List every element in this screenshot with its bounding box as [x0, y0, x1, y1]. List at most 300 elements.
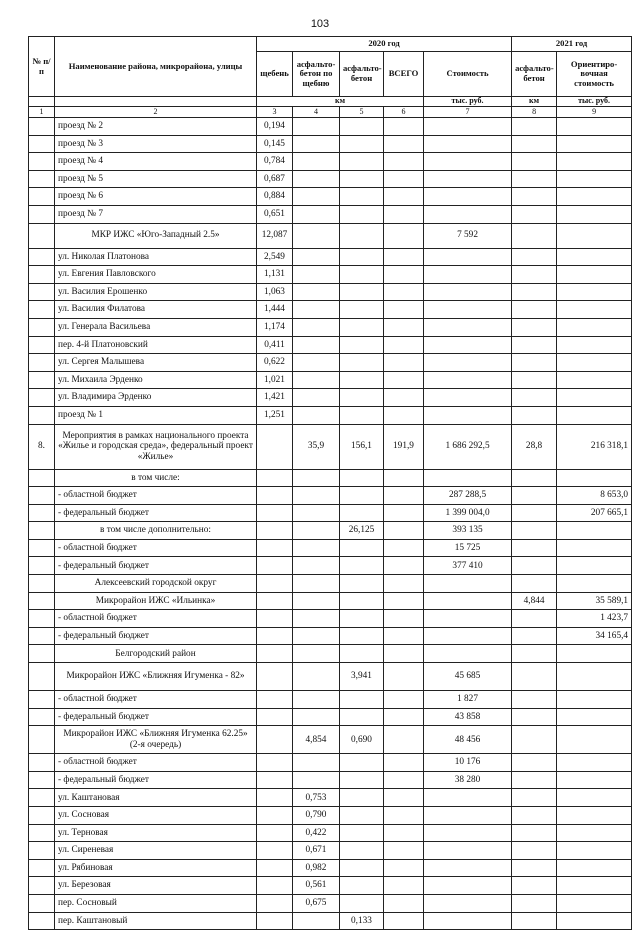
cell-col-8 — [512, 807, 557, 825]
row-number — [29, 807, 55, 825]
cell-col-8 — [512, 539, 557, 557]
cell-col-4 — [293, 318, 340, 336]
cell-col-5: 156,1 — [340, 424, 384, 469]
table-row — [29, 824, 632, 842]
cell-col-7 — [424, 135, 512, 153]
cell-col-9 — [557, 406, 632, 424]
row-name: ул. Сосновая — [55, 807, 257, 825]
page-number: 103 — [310, 18, 330, 30]
cell-col-4: 35,9 — [293, 424, 340, 469]
cell-col-4 — [293, 610, 340, 628]
cell-col-3: 1,421 — [257, 389, 293, 407]
cell-col-7 — [424, 877, 512, 895]
cell-col-4 — [293, 539, 340, 557]
table-row — [29, 754, 632, 772]
cell-col-4: 0,675 — [293, 894, 340, 912]
cell-col-8 — [512, 575, 557, 593]
cell-col-4 — [293, 371, 340, 389]
cell-col-5: 3,941 — [340, 663, 384, 691]
row-name: в том числе: — [55, 469, 257, 487]
table-row — [29, 691, 632, 709]
row-name: - областной бюджет — [55, 754, 257, 772]
cell-col-9 — [557, 645, 632, 663]
row-name: проезд № 1 — [55, 406, 257, 424]
cell-col-9 — [557, 205, 632, 223]
cell-col-3 — [257, 726, 293, 754]
cell-col-7 — [424, 824, 512, 842]
cell-col-5 — [340, 708, 384, 726]
cell-col-8 — [512, 842, 557, 860]
row-name: - областной бюджет — [55, 691, 257, 709]
cell-col-3 — [257, 807, 293, 825]
cell-col-5: 0,690 — [340, 726, 384, 754]
row-name: ул. Василия Филатова — [55, 301, 257, 319]
cell-col-4: 4,854 — [293, 726, 340, 754]
cell-col-7 — [424, 354, 512, 372]
cell-col-5 — [340, 504, 384, 522]
cell-col-5 — [340, 894, 384, 912]
cell-col-3 — [257, 522, 293, 540]
row-number — [29, 188, 55, 206]
cell-col-7 — [424, 205, 512, 223]
cell-col-7: 45 685 — [424, 663, 512, 691]
cell-col-5 — [340, 223, 384, 248]
cell-col-3: 0,687 — [257, 170, 293, 188]
cell-col-9 — [557, 708, 632, 726]
cell-col-3 — [257, 894, 293, 912]
cell-col-9 — [557, 663, 632, 691]
cell-col-5 — [340, 248, 384, 266]
table-row — [29, 575, 632, 593]
cell-col-5: 0,133 — [340, 912, 384, 930]
cell-col-9 — [557, 754, 632, 772]
cell-col-6 — [384, 708, 424, 726]
cell-col-6 — [384, 318, 424, 336]
row-name: ул. Терновая — [55, 824, 257, 842]
cell-col-8 — [512, 301, 557, 319]
row-number: 8. — [29, 424, 55, 469]
cell-col-5 — [340, 318, 384, 336]
cell-col-8 — [512, 223, 557, 248]
cell-col-6 — [384, 912, 424, 930]
row-number — [29, 726, 55, 754]
row-name: Микрорайон ИЖС «Ильинка» — [55, 592, 257, 610]
cell-col-8 — [512, 789, 557, 807]
table-row — [29, 487, 632, 505]
cell-col-9 — [557, 539, 632, 557]
header-unit-cost-2021: тыс. руб. — [557, 97, 632, 107]
cell-col-7 — [424, 153, 512, 171]
cell-col-9: 34 165,4 — [557, 627, 632, 645]
cell-col-4 — [293, 336, 340, 354]
cell-col-9 — [557, 135, 632, 153]
row-name: ул. Березовая — [55, 877, 257, 895]
cell-col-5 — [340, 170, 384, 188]
cell-col-3: 0,651 — [257, 205, 293, 223]
cell-col-5 — [340, 610, 384, 628]
cell-col-5 — [340, 487, 384, 505]
cell-col-4 — [293, 469, 340, 487]
table-row — [29, 135, 632, 153]
cell-col-4: 0,753 — [293, 789, 340, 807]
row-number — [29, 504, 55, 522]
table-row — [29, 406, 632, 424]
row-name: проезд № 2 — [55, 118, 257, 136]
row-name: - областной бюджет — [55, 539, 257, 557]
cell-col-9 — [557, 170, 632, 188]
cell-col-3 — [257, 557, 293, 575]
table-row — [29, 354, 632, 372]
table-row — [29, 663, 632, 691]
cell-col-7 — [424, 336, 512, 354]
table-row — [29, 336, 632, 354]
cell-col-8 — [512, 824, 557, 842]
cell-col-9 — [557, 859, 632, 877]
column-number: 7 — [424, 107, 512, 118]
row-name: ул. Рябиновая — [55, 859, 257, 877]
cell-col-3 — [257, 469, 293, 487]
cell-col-5 — [340, 771, 384, 789]
table-row — [29, 371, 632, 389]
cell-col-5 — [340, 645, 384, 663]
row-name: ул. Евгения Павловского — [55, 266, 257, 284]
cell-col-7 — [424, 912, 512, 930]
cell-col-5 — [340, 575, 384, 593]
cell-col-4 — [293, 248, 340, 266]
cell-col-4 — [293, 771, 340, 789]
cell-col-6 — [384, 170, 424, 188]
row-number — [29, 283, 55, 301]
cell-col-8 — [512, 170, 557, 188]
row-name: Мероприятия в рамках национального проекта «Жилье и городская среда», федеральный проект «Жилье» — [55, 424, 257, 469]
cell-col-6 — [384, 118, 424, 136]
row-number — [29, 248, 55, 266]
cell-col-6 — [384, 248, 424, 266]
row-name: пер. Каштановый — [55, 912, 257, 930]
cell-col-9 — [557, 575, 632, 593]
cell-col-6 — [384, 627, 424, 645]
row-name: проезд № 4 — [55, 153, 257, 171]
cell-col-8 — [512, 691, 557, 709]
cell-col-9 — [557, 807, 632, 825]
cell-col-5 — [340, 389, 384, 407]
cell-col-9: 1 423,7 — [557, 610, 632, 628]
column-number: 5 — [340, 107, 384, 118]
cell-col-7: 38 280 — [424, 771, 512, 789]
cell-col-3: 1,131 — [257, 266, 293, 284]
cell-col-8 — [512, 188, 557, 206]
cell-col-4 — [293, 406, 340, 424]
cell-col-4 — [293, 522, 340, 540]
cell-col-4 — [293, 283, 340, 301]
table-row — [29, 170, 632, 188]
cell-col-8 — [512, 371, 557, 389]
header-name: Наименование района, микрорайона, улицы — [55, 37, 257, 97]
header-group-2021: 2021 год — [512, 37, 632, 52]
cell-col-8 — [512, 318, 557, 336]
cell-col-8 — [512, 877, 557, 895]
row-name: Белгородский район — [55, 645, 257, 663]
cell-col-8 — [512, 487, 557, 505]
cell-col-4 — [293, 354, 340, 372]
row-number — [29, 153, 55, 171]
cell-col-4 — [293, 205, 340, 223]
cell-col-4 — [293, 170, 340, 188]
column-number: 3 — [257, 107, 293, 118]
cell-col-8 — [512, 912, 557, 930]
cell-col-6 — [384, 726, 424, 754]
table-row — [29, 726, 632, 754]
cell-col-9 — [557, 266, 632, 284]
cell-col-7 — [424, 645, 512, 663]
table-row — [29, 807, 632, 825]
cell-col-6 — [384, 807, 424, 825]
cell-col-9 — [557, 691, 632, 709]
cell-col-6 — [384, 283, 424, 301]
cell-col-8 — [512, 205, 557, 223]
cell-col-7 — [424, 389, 512, 407]
cell-col-5 — [340, 301, 384, 319]
table-row — [29, 592, 632, 610]
cell-col-3 — [257, 663, 293, 691]
table-row — [29, 877, 632, 895]
column-number: 9 — [557, 107, 632, 118]
row-name: пер. Сосновый — [55, 894, 257, 912]
row-number — [29, 824, 55, 842]
cell-col-8 — [512, 859, 557, 877]
cell-col-6 — [384, 894, 424, 912]
cell-col-5 — [340, 539, 384, 557]
cell-col-9 — [557, 894, 632, 912]
cell-col-8 — [512, 336, 557, 354]
row-number — [29, 371, 55, 389]
row-number — [29, 859, 55, 877]
cell-col-6 — [384, 469, 424, 487]
table-row — [29, 522, 632, 540]
cell-col-9 — [557, 842, 632, 860]
cell-col-9 — [557, 771, 632, 789]
cell-col-3 — [257, 645, 293, 663]
cell-col-6 — [384, 504, 424, 522]
header-unit-cost: тыс. руб. — [424, 97, 512, 107]
table-row — [29, 188, 632, 206]
cell-col-6 — [384, 539, 424, 557]
row-name: проезд № 3 — [55, 135, 257, 153]
cell-col-5 — [340, 824, 384, 842]
cell-col-7 — [424, 627, 512, 645]
cell-col-6 — [384, 522, 424, 540]
cell-col-5 — [340, 691, 384, 709]
cell-col-5 — [340, 336, 384, 354]
cell-col-8 — [512, 522, 557, 540]
cell-col-4 — [293, 645, 340, 663]
cell-col-7: 10 176 — [424, 754, 512, 772]
row-number — [29, 645, 55, 663]
cell-col-9 — [557, 354, 632, 372]
cell-col-9 — [557, 469, 632, 487]
cell-col-5 — [340, 266, 384, 284]
row-name: - областной бюджет — [55, 487, 257, 505]
cell-col-5 — [340, 354, 384, 372]
row-number — [29, 894, 55, 912]
row-number — [29, 708, 55, 726]
cell-col-7: 377 410 — [424, 557, 512, 575]
cell-col-8 — [512, 771, 557, 789]
row-name: проезд № 5 — [55, 170, 257, 188]
cell-col-7: 1 399 004,0 — [424, 504, 512, 522]
cell-col-7 — [424, 248, 512, 266]
table-row — [29, 771, 632, 789]
cell-col-9 — [557, 389, 632, 407]
cell-col-5 — [340, 877, 384, 895]
header-cost: Стоимость — [424, 52, 512, 97]
cell-col-8 — [512, 153, 557, 171]
cell-col-3 — [257, 504, 293, 522]
table-row — [29, 223, 632, 248]
row-name: ул. Михаила Эрденко — [55, 371, 257, 389]
cell-col-5 — [340, 205, 384, 223]
cell-col-5 — [340, 188, 384, 206]
cell-col-6: 191,9 — [384, 424, 424, 469]
cell-col-3: 1,063 — [257, 283, 293, 301]
cell-col-6 — [384, 754, 424, 772]
row-number — [29, 592, 55, 610]
table-row — [29, 469, 632, 487]
row-name: МКР ИЖС «Юго-Западный 2.5» — [55, 223, 257, 248]
cell-col-3: 0,194 — [257, 118, 293, 136]
header-asphalt-2021: асфальто-бетон — [512, 52, 557, 97]
cell-col-3 — [257, 912, 293, 930]
cell-col-7 — [424, 266, 512, 284]
cell-col-5 — [340, 118, 384, 136]
cell-col-6 — [384, 389, 424, 407]
cell-col-6 — [384, 223, 424, 248]
cell-col-9 — [557, 248, 632, 266]
cell-col-6 — [384, 153, 424, 171]
row-name: ул. Сиреневая — [55, 842, 257, 860]
cell-col-3 — [257, 592, 293, 610]
cell-col-9 — [557, 118, 632, 136]
row-number — [29, 223, 55, 248]
row-name: в том числе дополнительно: — [55, 522, 257, 540]
row-number — [29, 539, 55, 557]
cell-col-9 — [557, 824, 632, 842]
cell-col-3 — [257, 789, 293, 807]
cell-col-7 — [424, 789, 512, 807]
row-name: Микрорайон ИЖС «Ближняя Игуменка 62.25» (2-я очередь) — [55, 726, 257, 754]
cell-col-3 — [257, 859, 293, 877]
row-name: - федеральный бюджет — [55, 504, 257, 522]
header-unit-km: км — [257, 97, 424, 107]
cell-col-3: 1,021 — [257, 371, 293, 389]
cell-col-5 — [340, 842, 384, 860]
cell-col-9 — [557, 522, 632, 540]
cell-col-3: 1,174 — [257, 318, 293, 336]
cell-col-3: 0,884 — [257, 188, 293, 206]
cell-col-3 — [257, 708, 293, 726]
cell-col-8 — [512, 283, 557, 301]
cell-col-3 — [257, 627, 293, 645]
cell-col-8 — [512, 754, 557, 772]
cell-col-4 — [293, 912, 340, 930]
cell-col-3 — [257, 691, 293, 709]
cell-col-5 — [340, 627, 384, 645]
cell-col-7 — [424, 301, 512, 319]
cell-col-7: 43 858 — [424, 708, 512, 726]
cell-col-3 — [257, 539, 293, 557]
row-number — [29, 522, 55, 540]
header-gravel: щебень — [257, 52, 293, 97]
cell-col-7 — [424, 859, 512, 877]
cell-col-8 — [512, 645, 557, 663]
cell-col-3 — [257, 575, 293, 593]
row-name: ул. Каштановая — [55, 789, 257, 807]
row-number — [29, 627, 55, 645]
row-number — [29, 691, 55, 709]
table-row — [29, 912, 632, 930]
cell-col-9 — [557, 188, 632, 206]
row-number — [29, 610, 55, 628]
cell-col-6 — [384, 663, 424, 691]
row-number — [29, 336, 55, 354]
table-row — [29, 894, 632, 912]
row-number — [29, 170, 55, 188]
row-number — [29, 406, 55, 424]
cell-col-9 — [557, 912, 632, 930]
cell-col-5 — [340, 135, 384, 153]
table-row — [29, 266, 632, 284]
cell-col-5 — [340, 469, 384, 487]
cell-col-3 — [257, 842, 293, 860]
cell-col-7 — [424, 575, 512, 593]
cell-col-4 — [293, 487, 340, 505]
row-number — [29, 557, 55, 575]
cell-col-8: 4,844 — [512, 592, 557, 610]
column-number: 1 — [29, 107, 55, 118]
cell-col-3 — [257, 877, 293, 895]
header-est-cost: Ориентиро-вочная стоимость — [557, 52, 632, 97]
header-group-2020: 2020 год — [257, 37, 512, 52]
cell-col-4 — [293, 266, 340, 284]
cell-col-4: 0,422 — [293, 824, 340, 842]
cell-col-9 — [557, 318, 632, 336]
cell-col-6 — [384, 824, 424, 842]
cell-col-5 — [340, 807, 384, 825]
row-name: - федеральный бюджет — [55, 771, 257, 789]
cell-col-8 — [512, 389, 557, 407]
row-number — [29, 842, 55, 860]
cell-col-4 — [293, 708, 340, 726]
table-row — [29, 283, 632, 301]
row-name: пер. 4-й Платоновский — [55, 336, 257, 354]
cell-col-4: 0,561 — [293, 877, 340, 895]
cell-col-9 — [557, 789, 632, 807]
table-row — [29, 610, 632, 628]
cell-col-6 — [384, 205, 424, 223]
cell-col-9 — [557, 301, 632, 319]
row-number — [29, 266, 55, 284]
cell-col-5 — [340, 153, 384, 171]
cell-col-4: 0,790 — [293, 807, 340, 825]
row-number — [29, 205, 55, 223]
row-number — [29, 754, 55, 772]
header-total: ВСЕГО — [384, 52, 424, 97]
cell-col-8 — [512, 135, 557, 153]
cell-col-6 — [384, 645, 424, 663]
cell-col-6 — [384, 859, 424, 877]
cell-col-7 — [424, 592, 512, 610]
table-row — [29, 557, 632, 575]
